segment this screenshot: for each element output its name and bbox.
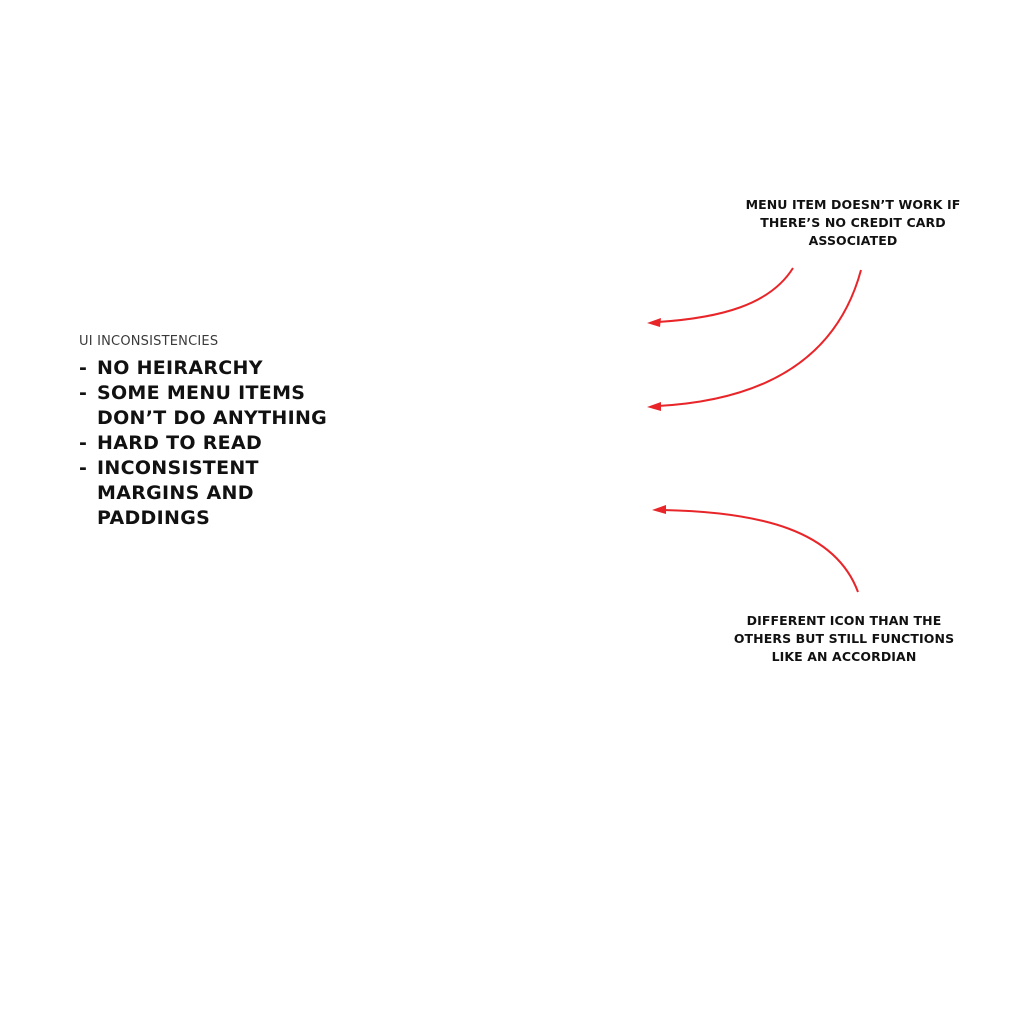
annotation-line: OTHERS BUT STILL FUNCTIONS	[733, 631, 955, 646]
list-dash: -	[79, 457, 88, 479]
list-item	[79, 431, 399, 456]
list-item-text: INCONSISTENT MARGINS AND PADDINGS	[97, 457, 259, 529]
arrowhead-icon	[652, 505, 666, 514]
icon-annotation	[722, 612, 966, 666]
list-item-text: NO HEIRARCHY	[97, 357, 263, 379]
list-item	[79, 456, 399, 531]
list-item	[79, 356, 399, 381]
arrow-line-icon	[658, 270, 861, 406]
annotation-line: THERE’S NO CREDIT CARD	[760, 215, 946, 230]
arrow-group	[647, 268, 861, 592]
arrow-line-icon	[663, 510, 858, 592]
annotation-line: LIKE AN ACCORDIAN	[771, 649, 917, 664]
list-item-text: HARD TO READ	[97, 432, 263, 454]
arrow-line-icon	[658, 268, 793, 322]
list-dash: -	[79, 432, 88, 454]
arrowhead-icon	[647, 402, 661, 411]
list-item-text: SOME MENU ITEMS DON’T DO ANYTHING	[97, 382, 328, 429]
panel-heading: UI INCONSISTENCIES	[79, 334, 219, 349]
annotation-line: DIFFERENT ICON THAN THE	[746, 613, 942, 628]
annotation-line: MENU ITEM DOESN’T WORK IF	[745, 197, 961, 212]
ui-inconsistencies-panel	[79, 334, 399, 531]
annotation-line: ASSOCIATED	[808, 233, 898, 248]
arrowhead-icon	[647, 318, 661, 327]
list-item	[79, 381, 399, 431]
list-dash: -	[79, 357, 88, 379]
list-dash: -	[79, 382, 88, 404]
issue-list	[79, 356, 399, 531]
credit-card-annotation	[735, 196, 971, 250]
